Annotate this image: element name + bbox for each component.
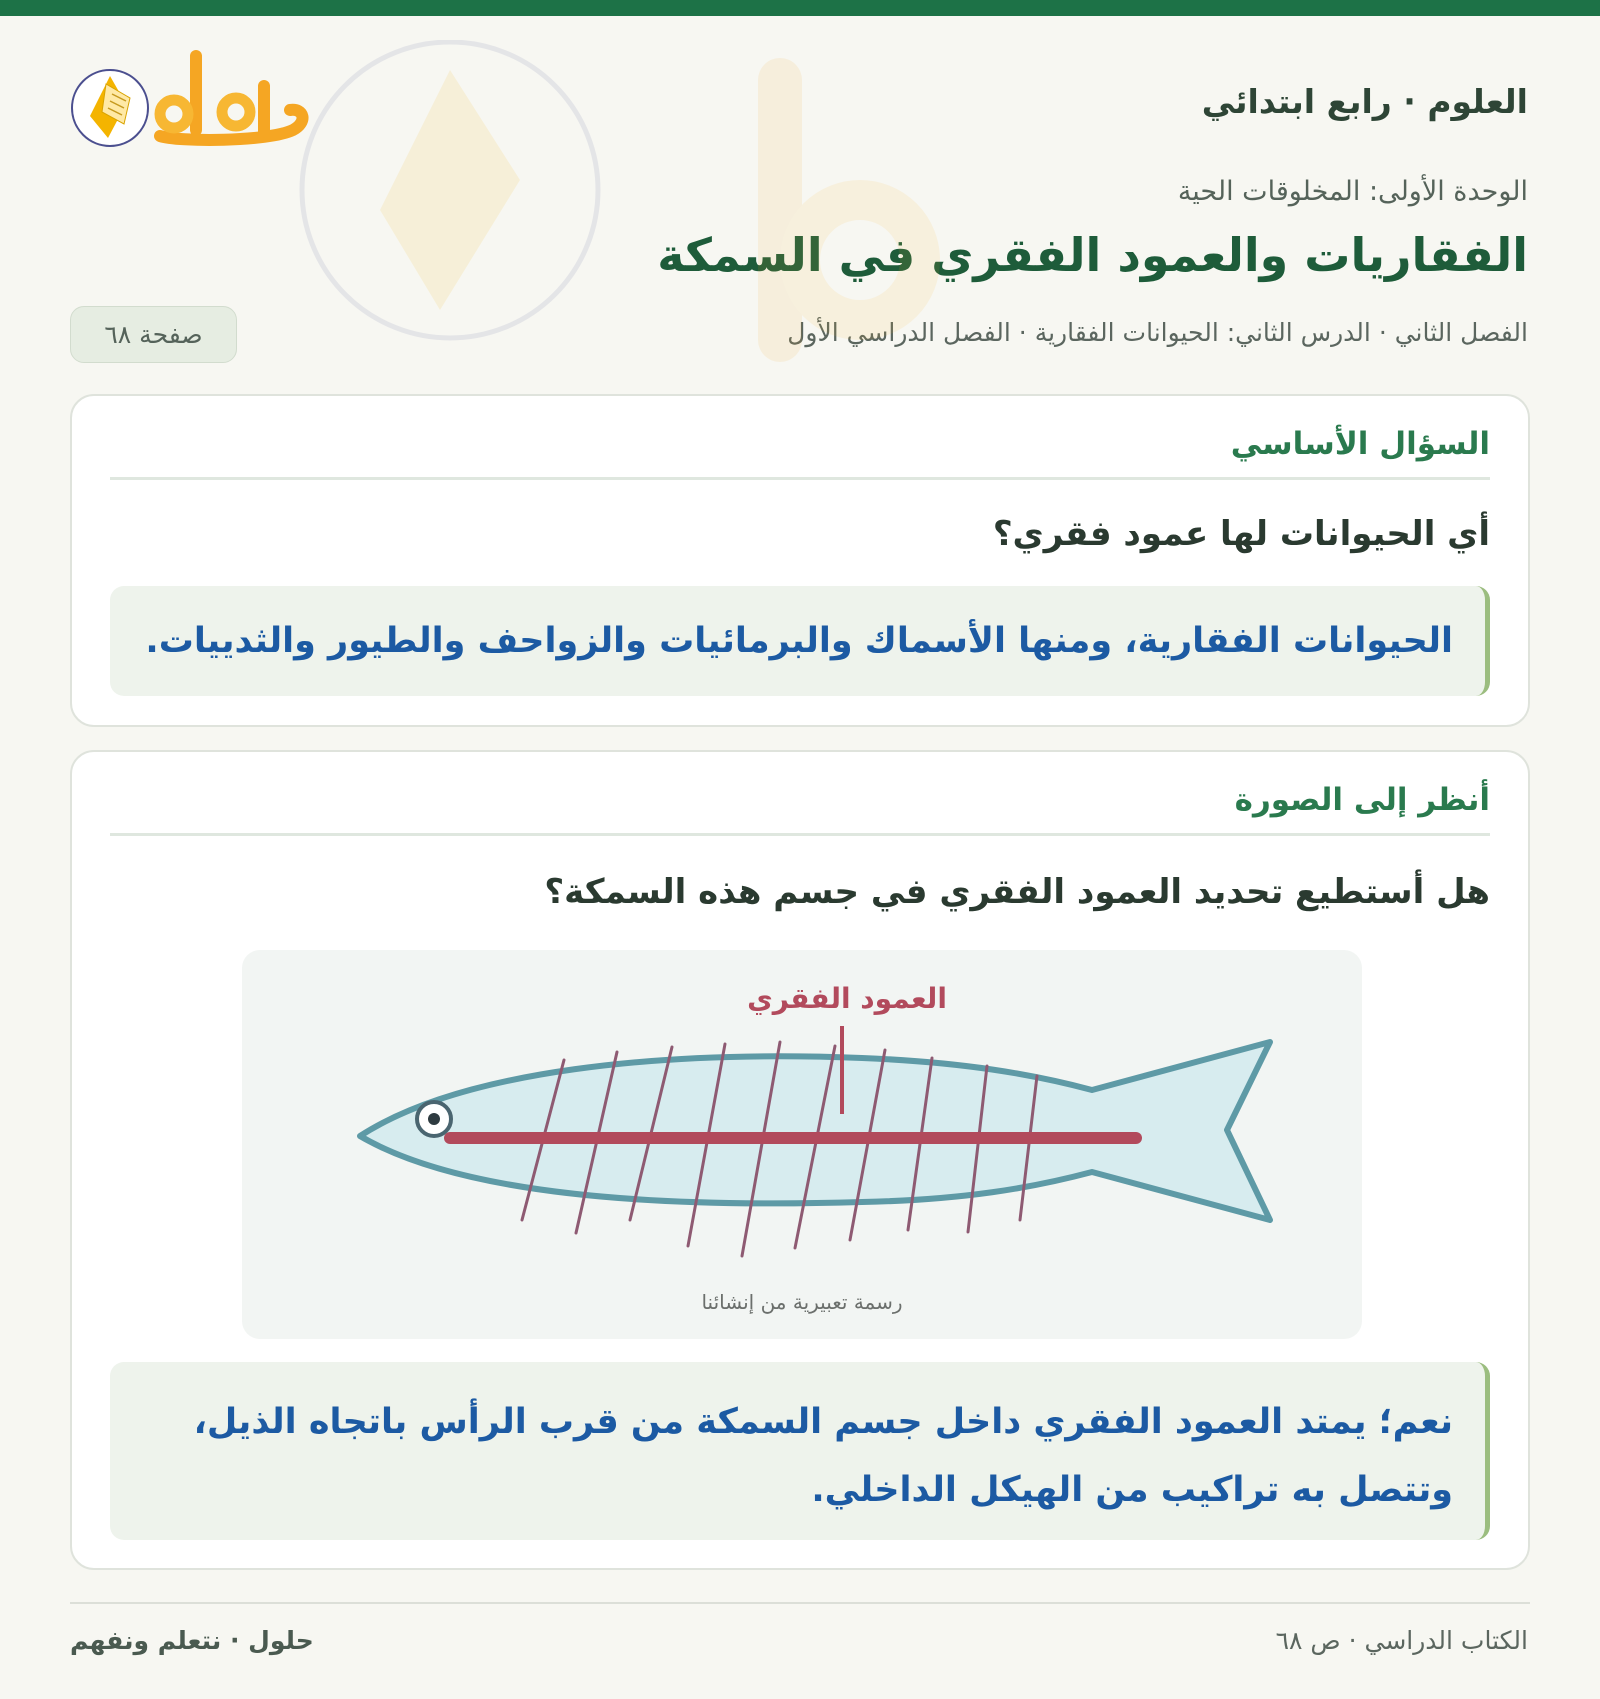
- answer-line-1: نعم؛ يمتد العمود الفقري داخل جسم السمكة من قرب الرأس باتجاه الذيل،: [193, 1402, 1453, 1442]
- footer-divider: [70, 1602, 1530, 1604]
- question-text: هل أستطيع تحديد العمود الفقري في جسم هذه السمكة؟: [544, 872, 1490, 912]
- spine-label: العمود الفقري: [747, 982, 947, 1015]
- footer-brand-tagline: حلول · نتعلم ونفهم: [70, 1626, 314, 1655]
- figure-caption: رسمة تعبيرية من إنشائنا: [701, 1290, 903, 1314]
- subject-grade: العلوم · رابع ابتدائي: [1201, 82, 1528, 121]
- breadcrumb: الفصل الثاني · الدرس الثاني: الحيوانات الفقارية · الفصل الدراسي الأول: [787, 318, 1528, 347]
- look-at-picture-card: [70, 750, 1530, 1570]
- footer-book-reference: الكتاب الدراسي · ص ٦٨: [1275, 1626, 1528, 1655]
- answer-line-2: وتتصل به تراكيب من الهيكل الداخلي.: [811, 1470, 1453, 1510]
- fish-body: [360, 1042, 1270, 1220]
- question-text: أي الحيوانات لها عمود فقري؟: [992, 514, 1490, 554]
- card-heading: السؤال الأساسي: [110, 426, 1490, 480]
- card-heading: أنظر إلى الصورة: [110, 782, 1490, 836]
- fish-figure: [242, 950, 1362, 1339]
- top-accent-bar: [0, 0, 1600, 16]
- answer-box: [110, 1362, 1490, 1540]
- page-number-badge: صفحة ٦٨: [70, 306, 237, 363]
- watermark-logo-icon: [220, 40, 1220, 420]
- answer-box: الحيوانات الفقارية، ومنها الأسماك والبرمائيات والزواحف والطيور والثدييات.: [110, 586, 1490, 696]
- unit-title: الوحدة الأولى: المخلوقات الحية: [1177, 176, 1528, 207]
- page-title: الفقاريات والعمود الفقري في السمكة: [657, 228, 1528, 282]
- essential-question-card: [70, 394, 1530, 727]
